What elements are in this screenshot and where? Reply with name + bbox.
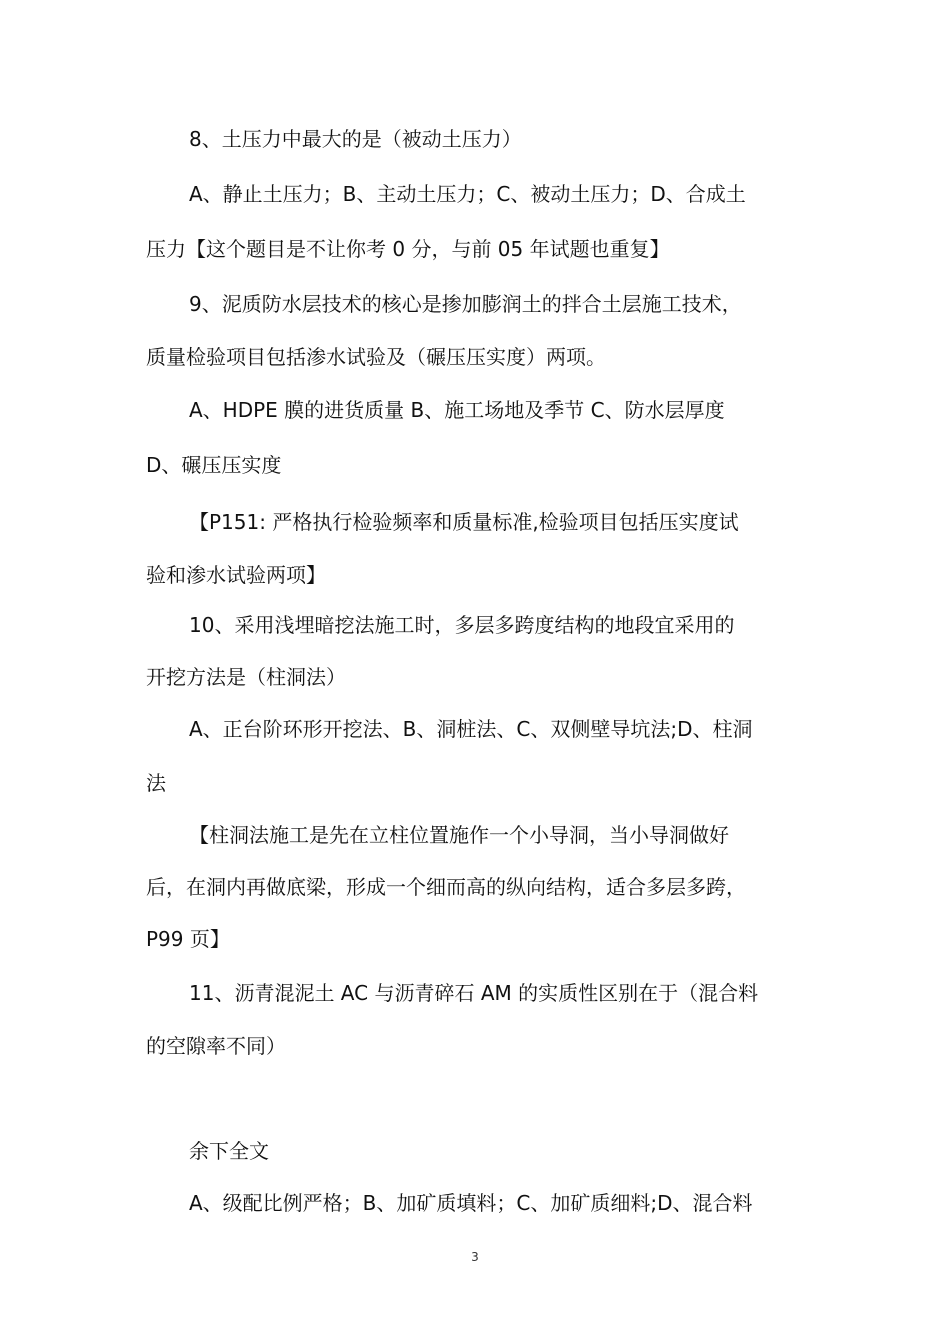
question-10-options-cont: 法 [146, 771, 166, 795]
question-11-text: 11、沥青混泥土 AC 与沥青碎石 AM 的实质性区别在于（混合料 [189, 981, 759, 1005]
question-9-note: 【P151: 严格执行检验频率和质量标准,检验项目包括压实度试 [189, 510, 739, 534]
question-10-text-cont: 开挖方法是（柱洞法） [146, 665, 346, 689]
question-10-text: 10、采用浅埋暗挖法施工时，多层多跨度结构的地段宜采用的 [189, 613, 735, 637]
question-10-note: 【柱洞法施工是先在立柱位置施作一个小导洞，当小导洞做好 [189, 823, 729, 847]
page-number: 3 [471, 1250, 479, 1264]
question-8-options-cont: 压力【这个题目是不让你考 0 分，与前 05 年试题也重复】 [146, 237, 670, 261]
question-8-text: 8、土压力中最大的是（被动土压力） [189, 127, 522, 151]
question-9-options-cont: D、碾压压实度 [146, 453, 282, 477]
question-10-options: A、正台阶环形开挖法、B、洞桩法、C、双侧壁导坑法;D、柱洞 [189, 717, 753, 741]
question-10-note-end: P99 页】 [146, 927, 230, 951]
question-9-note-cont: 验和渗水试验两项】 [146, 563, 326, 587]
question-9-text: 9、泥质防水层技术的核心是掺加膨润土的拌合土层施工技术， [189, 292, 742, 316]
question-9-options: A、HDPE 膜的进货质量 B、施工场地及季节 C、防水层厚度 [189, 398, 725, 422]
remaining-text-label: 余下全文 [189, 1139, 269, 1163]
question-11-options: A、级配比例严格；B、加矿质填料；C、加矿质细料;D、混合料 [189, 1191, 753, 1215]
question-10-note-cont: 后，在洞内再做底梁，形成一个细而高的纵向结构，适合多层多跨， [146, 875, 746, 899]
question-9-text-cont: 质量检验项目包括渗水试验及（碾压压实度）两项。 [146, 345, 606, 369]
question-11-text-cont: 的空隙率不同） [146, 1034, 286, 1058]
question-8-options: A、静止土压力；B、主动土压力；C、被动土压力；D、合成土 [189, 182, 746, 206]
